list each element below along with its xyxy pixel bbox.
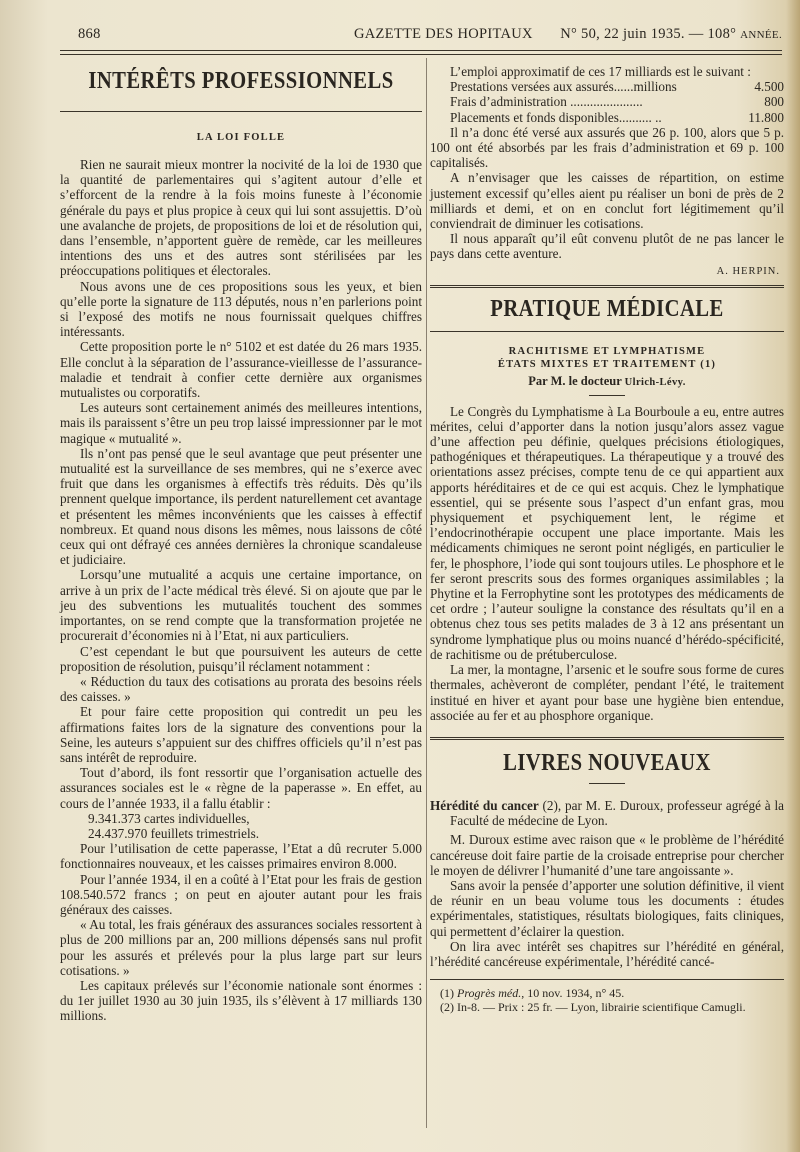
short-rule: [589, 783, 625, 784]
footnote-rule: [430, 979, 784, 980]
paragraph: Les auteurs sont certainement animés des meilleures intentions, mais ils paraissent s’être un peu trop laissé impressionner par le mot magique « mutualité ».: [60, 400, 422, 446]
section-separator: [430, 737, 784, 740]
ledger-label: Frais d’administration ......................: [450, 94, 643, 110]
header-rule-top: [60, 50, 782, 51]
article-title: LA LOI FOLLE: [196, 132, 286, 143]
paragraph: Nous avons une de ces propositions sous les yeux, et bien qu’elle porte la signature de 113 députés, nous n’en parlerions point si l’exposé des motifs ne nous fournissait quelques chiffres intéressants.: [60, 278, 422, 340]
issue-info: [560, 26, 782, 43]
paragraph: Il n’a donc été versé aux assurés que 26 p. 100, alors que 5 p. 100 ont été absorbés par les frais d’administration et 69 p. 100 capitalisés.: [430, 124, 784, 171]
article-byline: [430, 374, 784, 389]
paragraph: Il nous apparaît qu’il eût convenu plutôt de ne pas lancer le pays dans cette aventure.: [430, 231, 784, 262]
running-head: [78, 26, 782, 48]
paragraph: « Réduction du taux des cotisations au prorata des besoins réels des caisses. »: [60, 673, 422, 705]
paragraph: C’est cependant le but que poursuivent les auteurs de cette proposition de résolution, puisqu’il réclament notamment :: [60, 643, 422, 674]
ledger-row: [430, 110, 784, 125]
author-signature: A. HERPIN.: [716, 265, 780, 277]
footnote-1: (1) Progrès méd., 10 nov. 1934, n° 45.: [440, 986, 625, 1001]
header-rule-bottom: [60, 54, 782, 55]
article-subtitle: RACHITISME ET LYMPHATISME: [508, 345, 706, 357]
byline-author: Ulrich-Lévy.: [624, 376, 686, 388]
short-rule: [589, 395, 625, 396]
right-column: [430, 58, 784, 1014]
ledger-label: Prestations versées aux assurés......millions: [450, 79, 677, 95]
section-title-livres: LIVRES NOUVEAUX: [503, 749, 711, 776]
byline-prefix: Par M. le docteur: [528, 373, 625, 388]
issue-year-suffix: ANNÉE.: [740, 29, 782, 41]
expense-ledger: [430, 79, 784, 125]
paragraph: On lira avec intérêt ses chapitres sur l’hérédité en général, l’hérédité cancéreuse expérimentale, l’hérédité cancé-: [430, 938, 784, 969]
paragraph: « Au total, les frais généraux des assurances sociales ressortent à plus de 200 millions par an, 200 millions dépensés sans nul profit pour les assurés et prélevés pour la plus large part sur leurs cotisations. »: [60, 917, 422, 978]
page-edge-shadow: [786, 0, 800, 1152]
article-subtitle: ÉTATS MIXTES ET TRAITEMENT (1): [497, 358, 717, 370]
book-title: Hérédité du cancer: [430, 797, 539, 813]
left-column: [60, 58, 422, 1024]
paragraph: A n’envisager que les caisses de répartition, on estime justement excessif qu’elles aient pu réaliser un boni de près de 2 milliards et demi, et on en conclut fort légitimement qu’il conviendrait de diminuer les cotisations.: [430, 170, 784, 232]
footnote-details: , 10 nov. 1934, n° 45.: [521, 986, 625, 1001]
paragraph: Cette proposition porte le n° 5102 et est datée du 26 mars 1935. Elle conclut à la séparation de l’assurance-vieillesse de l’assurance-maladie et tendrait à confier cette dernière aux organismes mutualistes ou corporatifs.: [60, 339, 422, 401]
paragraph: La mer, la montagne, l’arsenic et le soufre sous forme de cures thermales, achèveront de compléter, pendant l’été, le traitement institué en hiver et ayant pour base une hygiène bien entendue, associée au fer et au phosphore organique.: [430, 662, 784, 723]
page-number: 868: [78, 26, 101, 42]
paragraph: Pour l’utilisation de cette paperasse, l’Etat a dû recruter 5.000 fonctionnaires nouveaux, et les caisses primaires environ 8.000.: [60, 841, 422, 872]
section-title-pratique: PRATIQUE MÉDICALE: [490, 295, 724, 322]
paragraph: Lorsqu’une mutualité a acquis une certaine importance, on arrive à un prix de l’acte médical très élevé. Si on ajoute que par le jeu des subventions les mutualités touchent des sommes importantes, on se rend compte que la transformation projetée ne procurerait d’économies ni à l’Etat, ni aux particuliers.: [60, 567, 422, 644]
ledger-row: [430, 79, 784, 94]
paragraph: Et pour faire cette proposition qui contredit un peu les affirmations faites lors de la signature des conventions pour la Seine, les auteurs s’appuient sur des chiffres officiels qu’il n’est pas sans intérêt de reproduire.: [60, 704, 422, 765]
ledger-value: 4.500: [754, 79, 784, 95]
paragraph: Le Congrès du Lymphatisme à La Bourboule a eu, entre autres mérites, celui d’apporter dans la notion jusqu’alors assez vague d’une affection peu définie, quelques précisions étiologiques, pathogéniques et thérapeutiques. La thérapeutique y a trouvé des orientations assez précises, compte tenu de ce qui appartient aux apports héréditaires et de ce qui est acquis. Chez le lymphatique essentiel, qui se présente sous l’aspect d’un enfant gras, mou physiquement et psychiquement lent, le régime et l’endocrinothérapie occupent une place importante. Mais les médicaments chimiques ne seront point négligés, en particulier le fer, le phosphore, l’iode qui sont toujours utiles. Le phosphore et le fer seront prescrits sous des formes organiques assimilables ; la Phytine et la Ferrophytine sont les prototypes des médicaments de cet ordre ; l’auteur souligne la constance des résultats qu’il en a obtenus chez tous ses petits malades de 3 à 12 ans présentant un syndrome lymphatique plus ou moins nuancé d’hérédo-spécificité, de rachitisme ou de prétuberculose.: [430, 403, 784, 662]
ledger-label: Placements et fonds disponibles.......... ..: [450, 109, 662, 125]
ledger-intro: L’emploi approximatif de ces 17 milliards est le suivant :: [450, 64, 751, 79]
section-title-interets: INTÉRÊTS PROFESSIONNELS: [88, 68, 394, 94]
paragraph: Ils n’ont pas pensé que le seul avantage que peut présenter une mutualité est la surveillance de ses membres, qui ne s’exerce avec fruit que dans les organismes à effectifs très réduits. Dès qu’ils prennent quelque importance, ils perdent naturellement cet avantage et présentent les mêmes inconvénients que les caisses à effectif nombreux. Et quand nous disons les mêmes, nous laissons de côté ceux qui ont défrayé ces années dernières la chronique scandaleuse et judiciaire.: [60, 445, 422, 568]
footnotes: [430, 986, 784, 1014]
ledger-value: 11.800: [748, 109, 784, 125]
paragraph: Rien ne saurait mieux montrer la nocivité de la loi de 1930 que la quantité de parlementaires qui s’agitent autour d’elle et s’efforcent de la rendre à la fois moins funeste à l’économie générale du pays et plus propice à ceux qui lui sont assujettis. D’où une avalanche de projets, de propositions de loi et de résolution qui, dans l’ensemble, n’apportent guère de remède, car les meilleures intentions des uns et des autres sont stérilisées par les préoccupations politiques et électorales.: [60, 157, 422, 279]
ledger-value: 800: [764, 94, 784, 110]
list-item: 9.341.373 cartes individuelles,: [88, 810, 250, 826]
paragraph: Tout d’abord, ils font ressortir que l’organisation actuelle des assurances sociales est le « règne de la paperasse ». En effet, au cours de l’année 1933, il a fallu établir :: [60, 765, 422, 811]
column-divider: [426, 58, 427, 1128]
paragraph: Pour l’année 1934, il en a coûté à l’Etat pour les frais de gestion 108.540.572 francs ; on peut en ajouter autant pour les frais généraux des caisses.: [60, 871, 422, 917]
section-rule: [430, 331, 784, 332]
book-details: (2), par M. E. Duroux, professeur agrégé à la Faculté de médecine de Lyon.: [450, 797, 784, 829]
section-rule: [60, 111, 422, 112]
footnote-journal: Progrès méd.: [457, 986, 522, 1001]
paragraph: Les capitaux prélevés sur l’économie nationale sont énormes : du 1er juillet 1930 au 30 juin 1935, ils s’élèvent à 17 milliards 130 millions.: [60, 977, 422, 1024]
journal-title: GAZETTE DES HOPITAUX: [354, 26, 533, 42]
issue-number-date: N° 50, 22 juin 1935. — 108°: [560, 26, 741, 42]
list-item: 24.437.970 feuillets trimestriels.: [88, 825, 260, 841]
paragraph: Sans avoir la pensée d’apporter une solution définitive, il vient de réunir en un beau volume tous les documents : études expérimentales, statistiques, résultats biologiques, faits cliniques, qui permettent d’éclairer la question.: [430, 877, 784, 939]
ledger-row: [430, 94, 784, 109]
section-separator: [430, 285, 784, 288]
paragraph: M. Duroux estime avec raison que « le problème de l’hérédité cancéreuse doit faire partie de la croisade entreprise pour chercher le moyen de délivrer l’humanité d’une tare angoissante ».: [430, 832, 784, 878]
book-reference: [430, 798, 784, 828]
footnote-2: (2) In-8. — Prix : 25 fr. — Lyon, librairie scientifique Camugli.: [440, 1000, 746, 1015]
